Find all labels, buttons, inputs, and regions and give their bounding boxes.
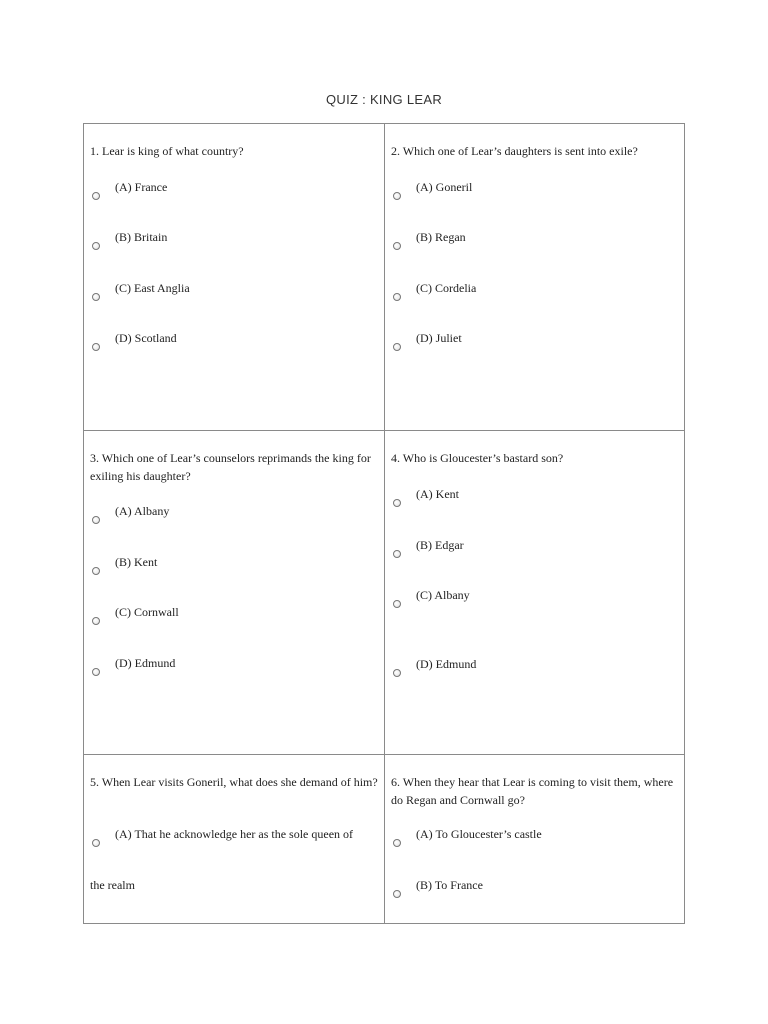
- option-label: (D) Edmund: [115, 656, 176, 670]
- option-label: (B) Kent: [115, 555, 158, 569]
- option-4d[interactable]: [385, 655, 685, 685]
- quiz-title: QUIZ : KING LEAR: [325, 92, 443, 107]
- option-label: (C) Cornwall: [115, 605, 179, 619]
- radio-button-icon[interactable]: [92, 293, 100, 301]
- radio-button-icon[interactable]: [92, 617, 100, 625]
- question-2-text: 2. Which one of Lear’s daughters is sent into exile?: [391, 144, 638, 158]
- question-1-text: 1. Lear is king of what country?: [90, 144, 244, 158]
- option-1d[interactable]: [84, 329, 384, 359]
- option-4a[interactable]: [385, 485, 685, 515]
- radio-button-icon[interactable]: [393, 499, 401, 507]
- radio-button-icon[interactable]: [393, 600, 401, 608]
- radio-button-icon[interactable]: [393, 890, 401, 898]
- option-label: (C) Albany: [416, 588, 470, 602]
- radio-button-icon[interactable]: [393, 550, 401, 558]
- question-cell-1: [84, 124, 385, 431]
- radio-button-icon[interactable]: [92, 839, 100, 847]
- question-5-text: 5. When Lear visits Goneril, what does she demand of him?: [90, 775, 378, 789]
- radio-button-icon[interactable]: [92, 668, 100, 676]
- radio-button-icon[interactable]: [393, 669, 401, 677]
- option-2b[interactable]: [385, 228, 685, 258]
- option-3c[interactable]: [84, 603, 384, 633]
- option-1c[interactable]: [84, 279, 384, 309]
- radio-button-icon[interactable]: [393, 192, 401, 200]
- question-6-text: 6. When they hear that Lear is coming to visit them, where do Regan and Cornwall go?: [391, 775, 674, 807]
- option-label: (B) Britain: [115, 230, 168, 244]
- option-label: (B) Regan: [416, 230, 466, 244]
- question-cell-4: [385, 431, 685, 755]
- option-label: (A) To Gloucester’s castle: [416, 827, 542, 841]
- option-label: (A) That he acknowledge her as the sole queen of: [115, 827, 354, 841]
- radio-button-icon[interactable]: [92, 516, 100, 524]
- question-cell-3: [84, 431, 385, 755]
- radio-button-icon[interactable]: [92, 343, 100, 351]
- option-1b[interactable]: [84, 228, 384, 258]
- option-label: (A) Kent: [416, 487, 459, 501]
- option-label: (A) Goneril: [416, 180, 473, 194]
- option-label: (D) Juliet: [416, 331, 462, 345]
- question-4-text: 4. Who is Gloucester’s bastard son?: [391, 451, 564, 465]
- radio-button-icon[interactable]: [393, 293, 401, 301]
- radio-button-icon[interactable]: [393, 242, 401, 250]
- option-5a[interactable]: [84, 825, 384, 855]
- option-3b[interactable]: [84, 553, 384, 583]
- radio-button-icon[interactable]: [92, 242, 100, 250]
- option-label: (B) Edgar: [416, 538, 464, 552]
- option-label: (B) To France: [416, 878, 483, 892]
- option-label: (D) Edmund: [416, 657, 477, 671]
- option-3d[interactable]: [84, 654, 384, 684]
- question-3-text: 3. Which one of Lear’s counselors reprimands the king for exiling his daughter?: [90, 451, 371, 483]
- option-label: (A) Albany: [115, 504, 170, 518]
- option-label: (A) France: [115, 180, 168, 194]
- option-label: (D) Scotland: [115, 331, 177, 345]
- option-label: (C) Cordelia: [416, 281, 477, 295]
- radio-button-icon[interactable]: [92, 567, 100, 575]
- question-cell-6: [385, 755, 685, 923]
- option-1a[interactable]: [84, 178, 384, 208]
- option-4b[interactable]: [385, 536, 685, 566]
- option-6b[interactable]: [385, 876, 685, 906]
- option-label: (C) East Anglia: [115, 281, 190, 295]
- option-4c[interactable]: [385, 586, 685, 616]
- radio-button-icon[interactable]: [393, 343, 401, 351]
- option-2c[interactable]: [385, 279, 685, 309]
- option-6a[interactable]: [385, 825, 685, 855]
- question-cell-5: [84, 755, 385, 923]
- quiz-grid: [83, 123, 685, 924]
- option-2d[interactable]: [385, 329, 685, 359]
- option-2a[interactable]: [385, 178, 685, 208]
- radio-button-icon[interactable]: [92, 192, 100, 200]
- question-cell-2: [385, 124, 685, 431]
- option-3a[interactable]: [84, 502, 384, 532]
- radio-button-icon[interactable]: [393, 839, 401, 847]
- option-5a-continuation: the realm: [90, 878, 135, 892]
